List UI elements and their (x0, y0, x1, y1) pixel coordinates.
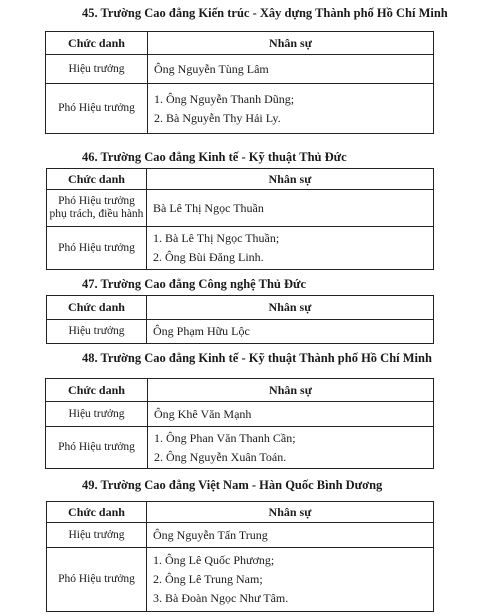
person-line: Ông Nguyễn Tùng Lâm (154, 61, 269, 76)
person-cell (148, 427, 434, 469)
header-person: Nhân sự (148, 379, 434, 402)
person-line: 1. Bà Lê Thị Ngọc Thuần; (153, 231, 280, 245)
table-row (47, 523, 434, 548)
role-cell: Hiệu trưởng (46, 55, 148, 84)
section-title: 46. Trường Cao đẳng Kinh tế - Kỹ thuật Thủ Đức (82, 150, 347, 164)
role-cell: Hiệu trưởng (47, 320, 147, 344)
person-cell (147, 190, 434, 227)
role-cell: Phó Hiệu trưởng (46, 84, 148, 134)
person-line: 1. Ông Phan Văn Thanh Cần; (154, 430, 296, 445)
person-cell (148, 55, 434, 84)
header-role: Chức danh (46, 379, 148, 402)
section-title: 48. Trường Cao đẳng Kinh tế - Kỹ thuật Thành phố Hồ Chí Minh (82, 351, 432, 365)
role-cell (47, 190, 147, 227)
person-line: Ông Phạm Hữu Lộc (153, 324, 250, 338)
section-title: 47. Trường Cao đẳng Công nghệ Thủ Đức (82, 277, 307, 291)
person-cell (147, 320, 434, 344)
person-line: 2. Ông Bùi Đăng Linh. (153, 250, 264, 264)
table-row (47, 320, 434, 344)
personnel-table (46, 501, 434, 612)
header-role: Chức danh (47, 169, 147, 190)
role-cell: Hiệu trưởng (46, 402, 148, 427)
role-cell: Phó Hiệu trưởng (47, 548, 147, 612)
role-line: Phó Hiệu trưởng (58, 195, 135, 207)
table-row (47, 548, 434, 612)
header-role: Chức danh (47, 296, 147, 320)
personnel-table (46, 295, 434, 344)
person-line: 2. Ông Nguyễn Xuân Toán. (154, 449, 287, 464)
person-line: 2. Bà Nguyễn Thy Hải Ly. (154, 110, 281, 125)
role-cell: Phó Hiệu trưởng (46, 427, 148, 469)
table-row (46, 402, 434, 427)
section-title: 49. Trường Cao đẳng Việt Nam - Hàn Quốc Bình Dương (82, 478, 383, 492)
person-line: Ông Nguyễn Tấn Trung (153, 527, 268, 542)
person-cell (147, 548, 434, 612)
person-line: 1. Ông Nguyễn Thanh Dũng; (154, 91, 295, 106)
role-cell: Phó Hiệu trưởng (47, 227, 147, 270)
person-line: Bà Lê Thị Ngọc Thuần (153, 200, 264, 215)
table-row (47, 190, 434, 227)
person-line: 3. Bà Đoàn Ngọc Như Tâm. (153, 591, 289, 605)
table-row (46, 84, 434, 134)
person-cell (148, 402, 434, 427)
person-cell (147, 227, 434, 270)
person-line: 1. Ông Lê Quốc Phương; (153, 553, 275, 567)
table-row (47, 227, 434, 270)
header-person: Nhân sự (147, 502, 434, 523)
role-cell: Hiệu trưởng (47, 523, 147, 548)
header-person: Nhân sự (148, 32, 434, 55)
person-cell (148, 84, 434, 134)
personnel-table (45, 378, 434, 469)
person-line: Ông Khê Văn Mạnh (154, 406, 252, 421)
header-person: Nhân sự (147, 296, 434, 320)
person-cell (147, 523, 434, 548)
section-title: 45. Trường Cao đẳng Kiến trúc - Xây dựng Thành phố Hồ Chí Minh (82, 6, 448, 20)
table-row (46, 55, 434, 84)
role-line: phụ trách, điều hành (49, 208, 144, 220)
person-line: 2. Ông Lê Trung Nam; (153, 572, 263, 586)
header-person: Nhân sự (147, 169, 434, 190)
table-row (46, 427, 434, 469)
personnel-table (45, 31, 434, 134)
personnel-table (46, 168, 434, 270)
header-role: Chức danh (46, 32, 148, 55)
header-role: Chức danh (47, 502, 147, 523)
